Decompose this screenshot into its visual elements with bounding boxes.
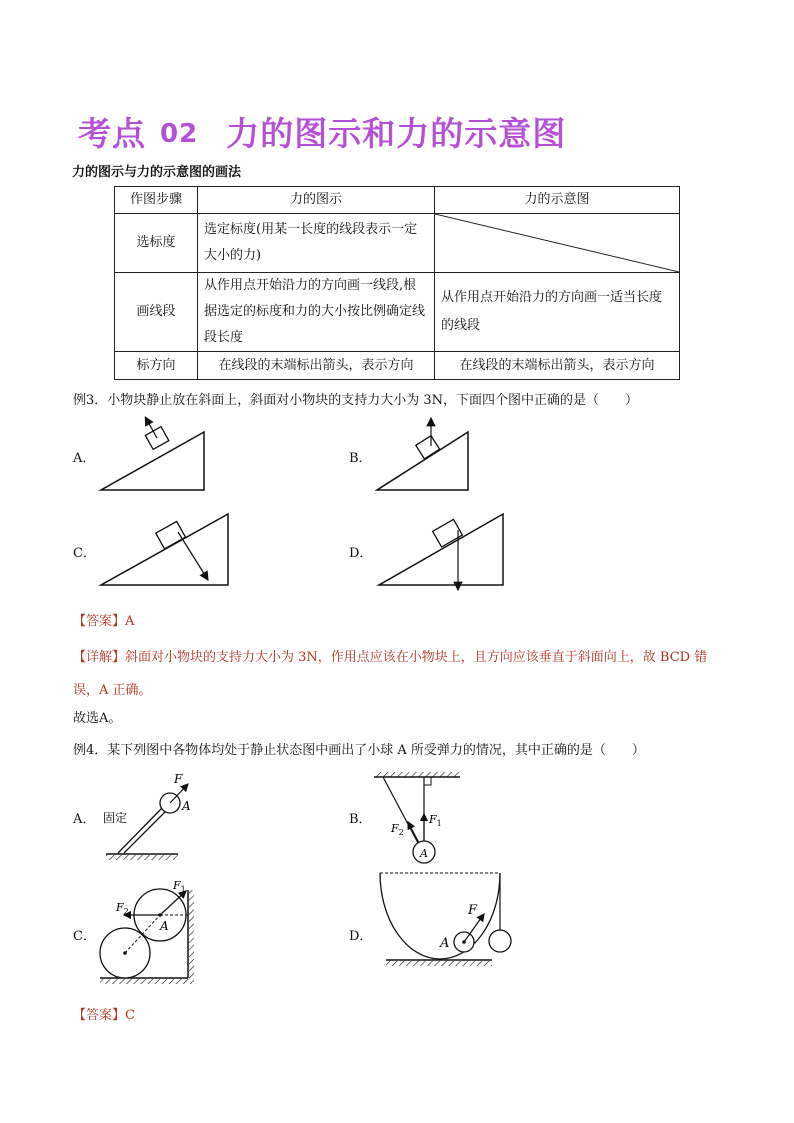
title-text: 力的图示和力的示意图 [226,114,567,153]
example3-question: 例3．小物块静止放在斜面上，斜面对小物块的支持力大小为 3N，下面四个图中正确的是（ ） [73,393,639,408]
table-header: 力的示意图 [435,187,680,214]
table-cell-diagram: 从作用点开始沿力的方向画一线段,根据选定的标度和力的大小按比例确定线段长度 [198,273,435,352]
ex4-option-a-label: A． [73,812,96,827]
ex4-figure-d [380,873,511,966]
table-header: 作图步骤 [115,187,198,214]
ex4d-force-label: F [468,903,478,918]
ex3-option-c-label: C． [73,546,96,561]
ex4-option-d-label: D． [349,929,373,944]
ex3-answer-value: A [125,614,135,629]
table-header: 力的图示 [198,187,435,214]
ex4-answer-value: C [125,1008,135,1023]
ex4a-ball-label: A [182,799,191,813]
title-number: 02 [160,119,199,149]
table-cell-step: 画线段 [115,273,198,352]
ex4c-ball-label: A [160,919,169,933]
section-subheading: 力的图示与力的示意图的画法 [72,165,242,180]
ex4-figure-c [100,879,194,984]
ex4a-force-label: F [174,772,183,786]
ex4b-ball-label: A [420,847,428,860]
ex4c-f2-label: $F_2$ [116,901,129,916]
ex4b-f2-label: $F_2$ [391,822,404,837]
ex4c-f1-label: $F_1$ [173,879,186,894]
example4-question: 例4．某下列图中各物体均处于静止状态图中画出了小球 A 所受弹力的情况，其中正确的是（ ） [73,743,645,758]
ex3-option-a-label: A． [73,451,96,466]
ex3-detail-text: 斜面对小物块的支持力大小为 3N，作用点应该在小物块上，且方向应该垂直于斜面向上，故 BCD 错误，A 正确。 [73,650,708,698]
table-cell-step: 选标度 [115,214,198,273]
ex3-option-b-label: B． [349,451,372,466]
title-prefix: 考点 [78,114,146,153]
table-cell-diagram: 在线段的末端标出箭头，表示方向 [198,352,435,380]
ex4-figure-a [103,772,191,860]
table-cell-sketch: 在线段的末端标出箭头，表示方向 [435,352,680,380]
ex4-option-b-label: B． [349,812,372,827]
ex4-answer-tag: 【答案】 [73,1008,126,1023]
ex3-option-d-label: D． [349,546,373,561]
table-cell-diagram: 选定标度(用某一长度的线段表示一定大小的力) [198,214,435,273]
ex4a-fixed-label: 固定 [103,811,128,825]
table-cell-step: 标方向 [115,352,198,380]
ex4-option-c-label: C． [73,929,96,944]
ex3-detail-tag: 【详解】 [73,650,126,665]
table-cell-sketch: 从作用点开始沿力的方向画一适当长度的线段 [435,273,680,352]
ex4-answer [73,1004,135,1023]
ex3-conclusion: 故选A。 [73,711,122,726]
ex4d-ball-label: A [440,936,450,951]
ex3-answer-tag: 【答案】 [73,614,126,629]
ex4-figure-b [374,772,460,863]
ex4b-f1-label: $F_1$ [429,813,442,828]
